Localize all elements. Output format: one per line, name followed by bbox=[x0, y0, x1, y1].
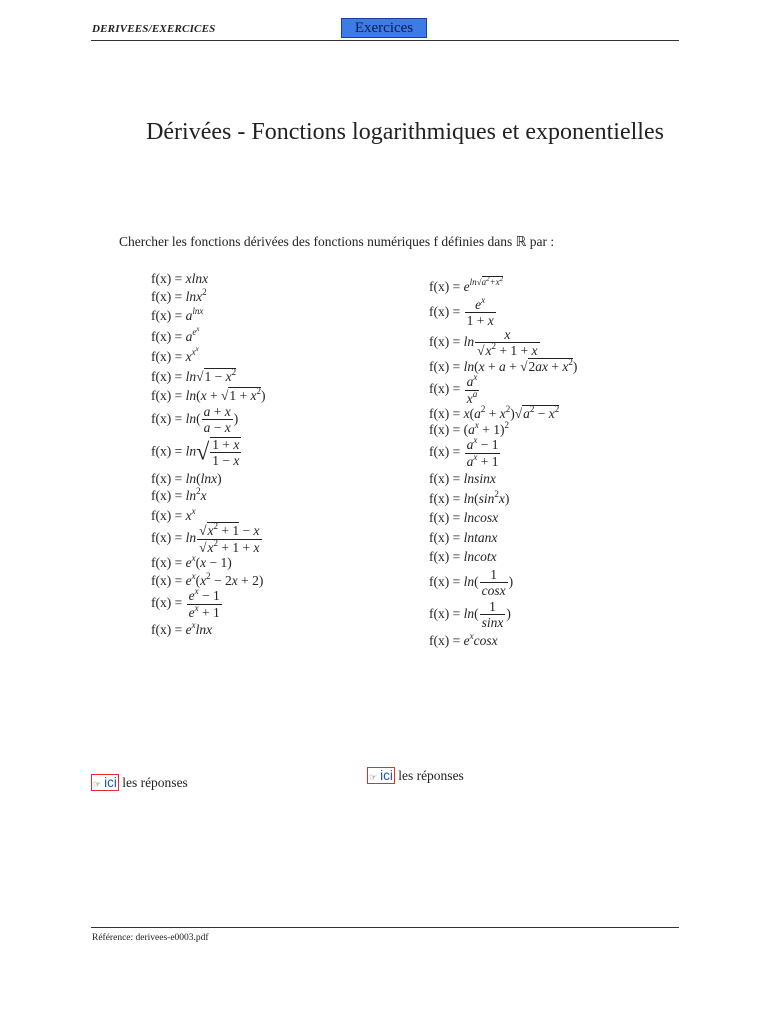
function-item: f(x) = $\frac{a^x}{x^a}$ bbox=[429, 372, 478, 406]
answers-link-left bbox=[91, 775, 188, 791]
function-item: $f(x) = e^x(x^2 - 2x + 2)$ bbox=[151, 570, 264, 588]
function-item: f(x) = lnx$^2$ bbox=[151, 286, 207, 304]
function-item: f(x) = lnsinx bbox=[429, 471, 496, 486]
ici-link[interactable]: ☞ ici bbox=[369, 768, 393, 783]
function-item: $f(x) = \ln√1 - x^2$ bbox=[151, 366, 237, 384]
function-item: f(x) = ln√ $\frac{1 + x}{1 - x}$ bbox=[151, 436, 240, 468]
function-item: $f(x) = \ln^2x$ bbox=[151, 486, 207, 503]
function-item: f(x) = lntanx bbox=[429, 529, 498, 545]
function-item: f(x) = ln $\frac{x}{√x^2 + 1 + x}$ bbox=[429, 326, 538, 358]
function-item: $f(x) = (a^x + 1)^2$ bbox=[429, 419, 509, 437]
page-title: Dérivées - Fonctions logarithmiques et exponentielles bbox=[146, 119, 664, 145]
right-function-list bbox=[429, 275, 578, 648]
exercices-button[interactable]: Exercices bbox=[341, 18, 427, 38]
ici-link[interactable]: ☞ ici bbox=[93, 775, 117, 790]
function-item: $f(x) = \ln(x + a + √2ax + x^2)$ bbox=[429, 356, 578, 374]
function-item: f(x) = ln( $\frac{a + x}{a - x}$ ) bbox=[151, 403, 239, 435]
function-item: $f(x) = \ln(x + √1 + x^2)$ bbox=[151, 386, 266, 403]
answers-link-right bbox=[367, 768, 464, 784]
function-item: f(x) = ln $\frac{√x^2 + 1 - x}{√x^2 + 1 + x}$ bbox=[151, 521, 260, 555]
footer-reference: Référence: derivees-e0003.pdf bbox=[92, 933, 209, 943]
function-item: f(x) = ln(lnx) bbox=[151, 470, 222, 486]
function-item: f(x) = lncosx bbox=[429, 510, 499, 525]
function-item: f(x) = ln( $\frac{1}{\cos x}$ ) bbox=[429, 566, 514, 598]
function-item: f(x) = $\frac{a^x - 1}{a^x + 1}$ bbox=[429, 435, 499, 469]
answers-text: les réponses bbox=[398, 768, 464, 783]
function-item: f(x) = $\frac{e^x - 1}{e^x + 1}$ bbox=[151, 586, 220, 620]
function-item: $f(x) = a^{e^x}$ bbox=[151, 324, 200, 344]
answers-text: les réponses bbox=[122, 775, 188, 790]
function-item: f(x) = xlnx bbox=[151, 271, 209, 286]
left-function-list bbox=[151, 271, 266, 637]
function-item: $f(x) = e^x\ln x$ bbox=[151, 620, 213, 637]
pointing-hand-icon: ☞ bbox=[93, 779, 102, 789]
function-item: $f(x) = \ln(\sin^2x)$ bbox=[429, 488, 510, 506]
function-item: $f(x) = e^{ln√a^2+x^2}$ bbox=[429, 275, 504, 294]
function-item: $f(x) = a^{lnx}$ bbox=[151, 306, 204, 323]
function-item: $f(x) = x^{x^x}$ bbox=[151, 345, 199, 364]
function-item: $f(x) = x(a^2 + x^2)√a^2 - x^2$ bbox=[429, 404, 560, 421]
pointing-hand-icon: ☞ bbox=[369, 772, 378, 782]
instruction-text: Chercher les fonctions dérivées des fonctions numériques f définies dans ℝ par : bbox=[119, 234, 555, 249]
footer-rule bbox=[91, 927, 679, 928]
function-item: f(x) = $\frac{e^x}{1 + x}$ bbox=[429, 294, 494, 328]
function-item: $f(x) = e^x\cos x$ bbox=[429, 630, 498, 648]
function-item: $f(x) = e^x(x - 1)$ bbox=[151, 553, 232, 570]
function-item: f(x) = lncotx bbox=[429, 549, 497, 564]
function-item: $f(x) = x^x$ bbox=[151, 505, 196, 523]
header-rule bbox=[91, 40, 679, 41]
header-section-label: DERIVEES/EXERCICES bbox=[92, 23, 216, 35]
function-item: f(x) = ln( $\frac{1}{\sin x}$ ) bbox=[429, 598, 511, 630]
